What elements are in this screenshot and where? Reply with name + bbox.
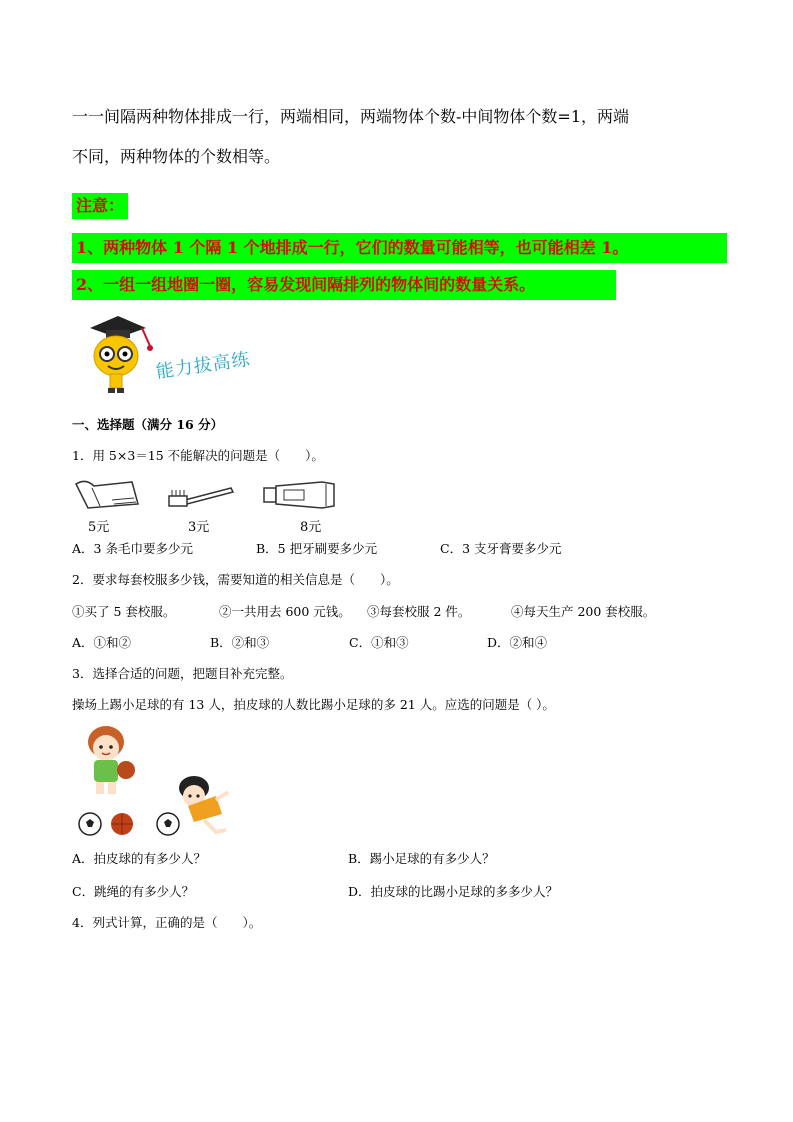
q1-option-a[interactable]: A．3 条毛巾要多少元 [72,541,193,556]
toothpaste-price: 8元 [300,520,322,535]
q3-text: 操场上踢小足球的有 13 人，拍皮球的人数比踢小足球的多 21 人。应选的问题是（ ）。 [72,697,555,712]
mascot-icon [80,312,160,396]
children-playing-ball-icon [76,722,236,838]
q2-option-a[interactable]: A．①和② [72,635,132,650]
q3-option-d[interactable]: D．拍皮球的比踢小足球的多多少人？ [348,884,559,899]
q2-info-1: ①买了 5 套校服。 [72,604,176,619]
q4-stem: 4．列式计算，正确的是（ ）。 [72,915,262,930]
q2-info-3: ③每套校服 2 件。 [367,604,471,619]
q1-option-b[interactable]: B．5 把牙刷要多少元 [256,541,378,556]
note-item-1: 1、两种物体 1 个隔 1 个地排成一行，它们的数量可能相等，也可能相差 1。 [72,233,727,263]
towel-icon [72,476,142,512]
banner-title: 能力拔高练 [154,348,252,383]
note-title: 注意： [72,193,128,219]
toothbrush-price: 3元 [188,520,210,535]
q1-stem: 1．用 5×3＝15 不能解决的问题是（ ）。 [72,448,324,463]
intro-line-1: 一一间隔两种物体排成一行，两端相同，两端物体个数-中间物体个数=1，两端 [72,107,629,126]
q3-option-a[interactable]: A．拍皮球的有多少人？ [72,851,207,866]
q2-option-b[interactable]: B．②和③ [210,635,270,650]
q3-option-b[interactable]: B．踢小足球的有多少人？ [348,851,495,866]
q2-info-2: ②一共用去 600 元钱。 [219,604,351,619]
q2-option-c[interactable]: C．①和③ [349,635,409,650]
toothpaste-icon [262,478,340,512]
toothbrush-icon [165,482,235,510]
note-item-2: 2、一组一组地圈一圈，容易发现间隔排列的物体间的数量关系。 [72,270,616,300]
q2-info-4: ④每天生产 200 套校服。 [511,604,656,619]
q2-option-d[interactable]: D．②和④ [487,635,548,650]
q3-stem: 3．选择合适的问题，把题目补充完整。 [72,666,293,681]
q2-stem: 2．要求每套校服多少钱，需要知道的相关信息是（ ）。 [72,572,399,587]
towel-price: 5元 [88,520,110,535]
q3-option-c[interactable]: C．跳绳的有多少人？ [72,884,195,899]
intro-line-2: 不同，两种物体的个数相等。 [72,147,281,166]
q1-option-c[interactable]: C．3 支牙膏要多少元 [440,541,562,556]
section-title: 一、选择题（满分 16 分） [72,417,224,432]
